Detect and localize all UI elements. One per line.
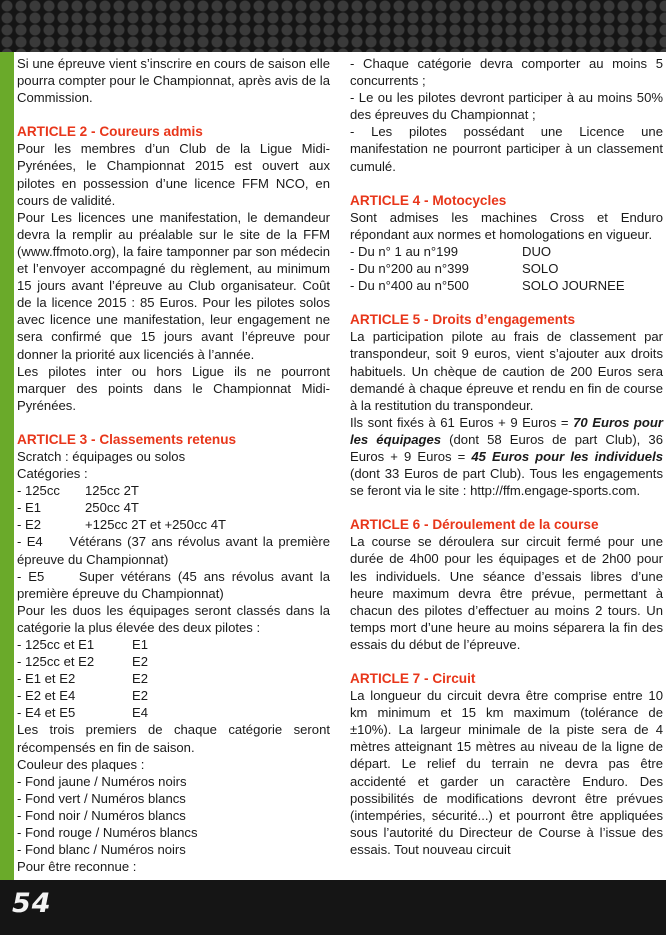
plate-color-item: - Fond noir / Numéros blancs [17, 807, 186, 823]
article-2-title: ARTICLE 2 - Coureurs admis [17, 124, 203, 140]
category-e5: - E5 Super vétérans (45 ans révolus avant la première épreuve du Championnat) [17, 568, 330, 601]
duo-category: E2 [132, 688, 149, 704]
left-column [17, 55, 330, 875]
fee-text: (dont 33 Euros de part Club). Tous les engagements se feront via le site : http://ffm.engage-sports.com. [350, 466, 663, 499]
green-margin-strip [0, 52, 14, 880]
category-desc: 125cc 2T [85, 483, 139, 499]
category-row [17, 482, 330, 499]
duo-pair: - 125cc et E1 [17, 637, 95, 652]
team-fee-emphasis: 70 Euros pour les équipages [350, 414, 663, 447]
category-desc: +125cc 2T et +250cc 4T [85, 517, 226, 533]
condition-bullet: - Le ou les pilotes devront participer à au moins 50% des épreuves du Championnat ; [350, 90, 663, 123]
category-code: - 125cc [17, 483, 60, 499]
plate-color-item: - Fond blanc / Numéros noirs [17, 842, 186, 858]
article-2-paragraph-3: Les pilotes inter ou hors Ligue ils ne pourront marquer des points dans le Championnat Midi-Pyrénées. [17, 363, 330, 413]
intro-paragraph: Si une épreuve vient s’inscrire en cours de saison elle pourra compter pour le Championnat, après avis de la Commission. [17, 56, 330, 106]
category-row [17, 516, 330, 533]
scratch-line: Scratch : équipages ou solos [17, 448, 186, 464]
number-range-row [350, 260, 663, 277]
footer-band [0, 880, 666, 935]
plate-color-item: - Fond vert / Numéros blancs [17, 790, 186, 806]
duo-category: E1 [132, 637, 149, 652]
article-5-paragraph-1: La participation pilote au frais de classement par transpondeur, soit 9 euros, vient s’ajouter aux droits habituels. Un chèque de caution de 200 Euros sera demandé à chaque épreuve et rendu en fin de course à la restitution du transpondeur. [350, 329, 663, 413]
duo-row [17, 653, 330, 670]
plate-colors-label: Couleur des plaques : [17, 756, 145, 772]
article-7-paragraph: La longueur du circuit devra être comprise entre 10 km minimum et 15 km maximum (tolérance de ±10%). La largeur minimale de la piste sera de 4 mètres atteignant 15 mètres au niveau de la ligne de départ. Le relief du terrain ne devra pas être accidenté et garder un caractère Enduro. Des possibilités de modifications devront être prévues (intempéries, sécurité...) et pourront être appliquées sous l’autorité du Directeur de Course à l’issue des essais. Tout nouveau circuit [350, 688, 663, 857]
fee-text: Ils sont fixés à 61 Euros + 9 Euros = [350, 414, 574, 430]
categories-label: Catégories : [17, 466, 88, 482]
article-4-paragraph: Sont admises les machines Cross et Enduro répondant aux normes et homologations en vigueur. [350, 209, 663, 242]
duo-row [17, 704, 330, 721]
condition-bullet: - Chaque catégorie devra comporter au moins 5 concurrents ; [350, 56, 663, 89]
duo-category: E2 [132, 671, 149, 687]
article-5-title: ARTICLE 5 - Droits d’engagements [350, 312, 576, 328]
duo-row [17, 670, 330, 687]
duos-paragraph: Pour les duos les équipages seront classés dans la catégorie la plus élevée des deux pilotes : [17, 602, 330, 635]
category-desc: 250cc 4T [85, 500, 139, 516]
plate-color-item: - Fond jaune / Numéros noirs [17, 773, 187, 789]
duo-category: E4 [132, 705, 149, 721]
duo-category: E2 [132, 654, 149, 670]
page-number: 54 [12, 888, 52, 919]
duo-pair: - E2 et E4 [17, 688, 76, 704]
category-code: - E2 [17, 517, 42, 533]
article-7-title: ARTICLE 7 - Circuit [350, 671, 476, 686]
duo-row [17, 687, 330, 704]
duo-pair: - E1 et E2 [17, 671, 76, 687]
article-4-title: ARTICLE 4 - Motocycles [350, 192, 507, 208]
header-pattern-band [0, 0, 666, 52]
article-5-paragraph-2 [350, 414, 663, 499]
condition-bullet: - Les pilotes possédant une Licence une manifestation ne pourront participer à un classement cumulé. [350, 124, 663, 174]
article-2-paragraph-1: Pour les membres d’un Club de la Ligue Midi-Pyrénées, le Championnat 2015 est ouvert aux pilotes en possession d’une licence FFM NCO, en cours de validité. [17, 141, 330, 208]
category-e4: - E4 Vétérans (37 ans révolus avant la première épreuve du Championnat) [17, 534, 330, 567]
individual-fee-emphasis: 45 Euros pour les individuels [471, 448, 664, 464]
number-range: - Du n° 1 au n°199 [350, 243, 459, 259]
right-column [350, 55, 663, 858]
plate-color-item: - Fond rouge / Numéros blancs [17, 825, 198, 841]
article-6-title: ARTICLE 6 - Déroulement de la course [350, 517, 599, 533]
duo-row [17, 636, 330, 653]
duo-pair: - 125cc et E2 [17, 654, 95, 670]
article-3-title: ARTICLE 3 - Classements retenus [17, 431, 237, 447]
number-category: SOLO JOURNEE [522, 278, 625, 294]
duo-pair: - E4 et E5 [17, 705, 76, 721]
number-range-row [350, 243, 663, 260]
number-category: SOLO [522, 261, 559, 277]
recognition-line: Pour être reconnue : [17, 859, 137, 875]
number-range: - Du n°400 au n°500 [350, 278, 469, 294]
category-row [17, 499, 330, 516]
number-range-row [350, 277, 663, 294]
category-code: - E1 [17, 500, 42, 516]
number-category: DUO [522, 243, 552, 259]
number-range: - Du n°200 au n°399 [350, 261, 469, 277]
prizes-paragraph: Les trois premiers de chaque catégorie seront récompensés en fin de saison. [17, 722, 330, 755]
fee-text: (dont 58 Euros de part Club), 36 Euros + 9 Euros = [350, 431, 663, 464]
article-6-paragraph: La course se déroulera sur circuit fermé pour une durée de 4h00 pour les équipages et de 2h00 pour les individuels. Une séance d’essais libres d’une heure maximum devra être prévue, permettant à chacun des pilotes d’effectuer au moins 2 tours. Un temps mort d’une heure au moins séparera la fin des essais du début de l’épreuve. [350, 534, 663, 652]
article-2-paragraph-2: Pour Les licences une manifestation, le demandeur devra la remplir au préalable sur le site de la FFM (www.ffmoto.org), la faire tamponner par son médecin et l’envoyer accompagné du règlement, au minimum 15 jours avant l’épreuve au Club organisateur. Coût de la licence 2015 : 85 Euros. Pour les pilotes solos avec licence une manifestation, leur engagement ne sera confirmé que 15 jours avant l’épreuve pour donner la priorité aux licenciés à l’année. [17, 209, 330, 362]
